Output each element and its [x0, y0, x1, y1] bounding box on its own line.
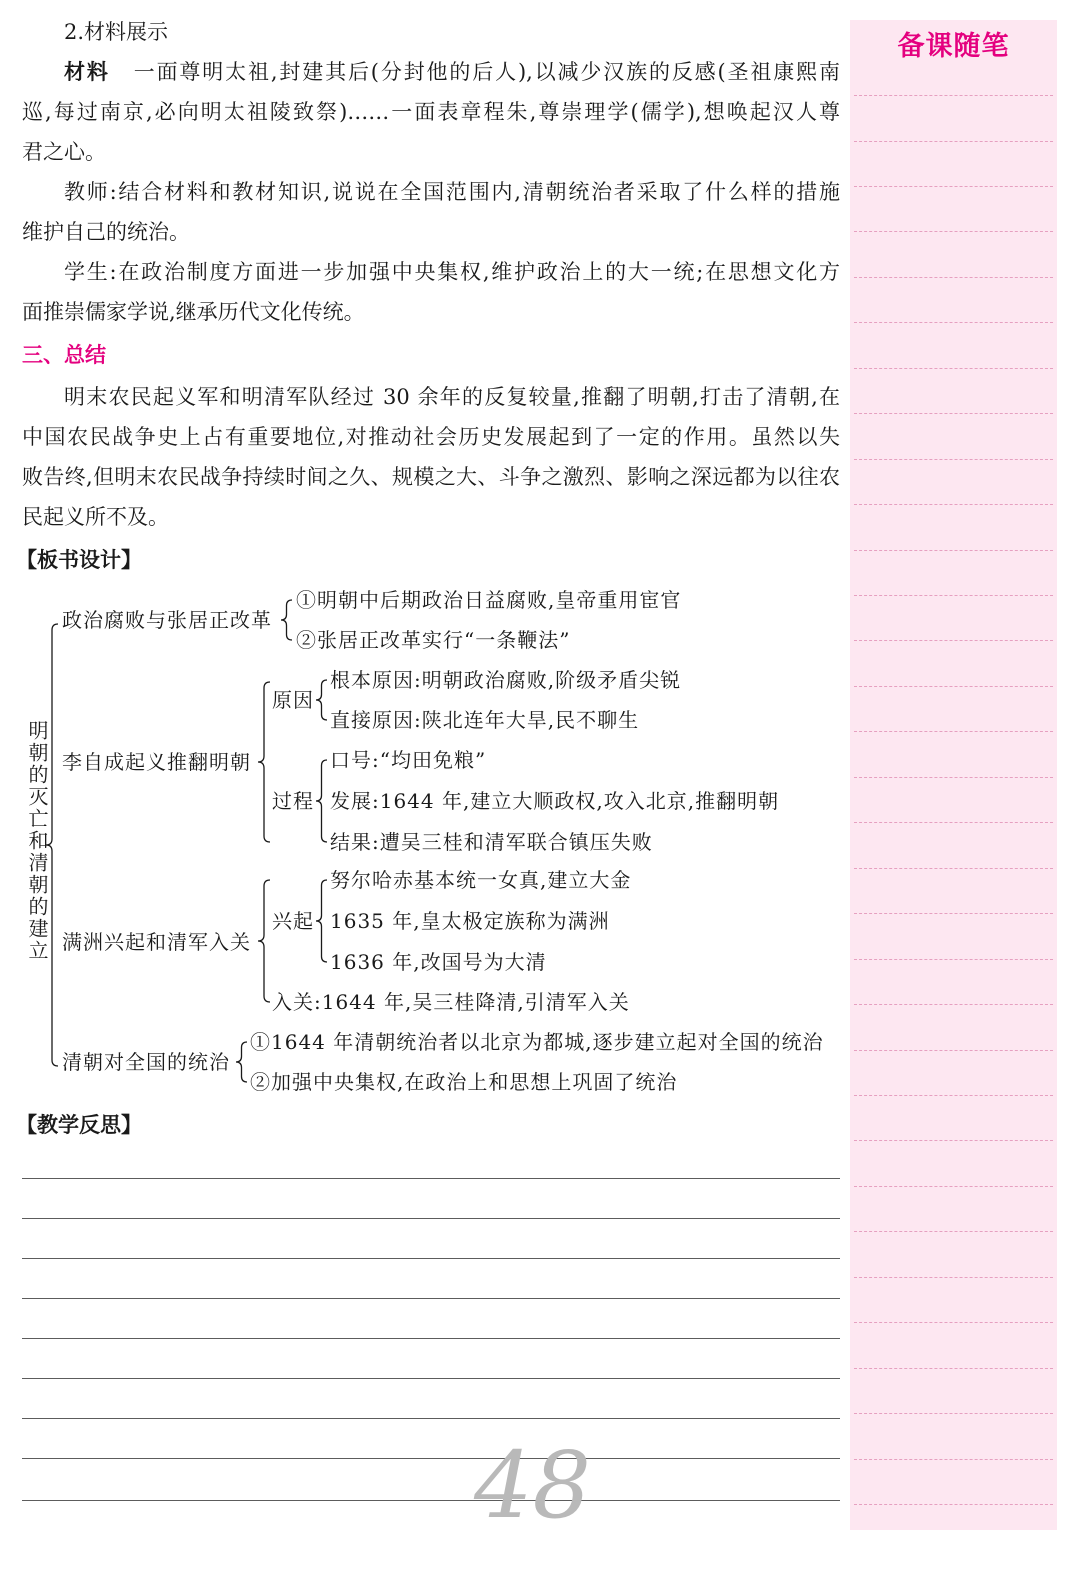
- board-item: 1635 年,皇太极定族称为满洲: [330, 909, 610, 933]
- note-line: [854, 1186, 1053, 1187]
- board-root-label: 明朝的灭亡和清朝的建立: [25, 720, 49, 962]
- reflection-heading: 【教学反思】: [16, 1113, 142, 1137]
- brace-process: [316, 760, 327, 842]
- writing-line: [22, 1258, 840, 1259]
- brace-politics: [281, 600, 292, 640]
- materials-heading: 2.材料展示: [64, 20, 169, 44]
- summary-line: 中国农民战争史上占有重要地位,对推动社会历史发展起到了一定的作用。虽然以失: [22, 425, 840, 449]
- note-line: [854, 550, 1053, 551]
- note-line: [854, 413, 1053, 414]
- brace-main: [46, 624, 58, 1066]
- note-line: [854, 731, 1053, 732]
- material-line: 君之心。: [22, 140, 106, 164]
- note-line: [854, 186, 1053, 187]
- board-item: 1636 年,改国号为大清: [330, 950, 547, 974]
- writing-line: [22, 1418, 840, 1419]
- board-group-rise: 兴起: [272, 909, 314, 933]
- writing-line: [22, 1218, 840, 1219]
- summary-heading: 三、总结: [22, 343, 106, 367]
- note-line: [854, 595, 1053, 596]
- note-line: [854, 822, 1053, 823]
- page-number: 48: [474, 1432, 592, 1539]
- note-line: [854, 141, 1053, 142]
- note-line: [854, 640, 1053, 641]
- sidebar-title: 备课随笔: [897, 31, 1010, 62]
- board-group-causes: 原因: [272, 688, 314, 712]
- brace-lizicheng: [258, 682, 270, 842]
- board-item: 根本原因:明朝政治腐败,阶级矛盾尖锐: [330, 668, 682, 692]
- note-line: [854, 1231, 1053, 1232]
- brace-rise: [316, 880, 327, 962]
- writing-line: [22, 1458, 840, 1459]
- board-item: 结果:遭吴三桂和清军联合镇压失败: [330, 830, 653, 854]
- note-line: [854, 1140, 1053, 1141]
- summary-line: 民起义所不及。: [22, 505, 169, 529]
- note-line: [854, 459, 1053, 460]
- brace-manchu: [258, 880, 270, 1002]
- note-line: [854, 1277, 1053, 1278]
- board-heading: 【板书设计】: [16, 548, 142, 572]
- brace-qing-rule: [236, 1042, 247, 1082]
- teacher-line: 维护自己的统治。: [22, 220, 190, 244]
- board-group-entry: 入关:1644 年,吴三桂降清,引清军入关: [272, 990, 630, 1014]
- note-line: [854, 1504, 1053, 1505]
- board-item: 口号:“均田免粮”: [330, 748, 487, 772]
- note-line: [854, 777, 1053, 778]
- material-text: 一面尊明太祖,封建其后(分封他的后人),以减少汉族的反感(圣祖康熙南: [133, 60, 840, 84]
- note-line: [854, 368, 1053, 369]
- note-line: [854, 231, 1053, 232]
- board-item: ②加强中央集权,在政治上和思想上巩固了统治: [250, 1070, 678, 1094]
- note-line: [854, 1095, 1053, 1096]
- board-item: 发展:1644 年,建立大顺政权,攻入北京,推翻明朝: [330, 789, 780, 813]
- student-line: 学生:在政治制度方面进一步加强中央集权,维护政治上的大一统;在思想文化方: [64, 260, 840, 284]
- board-item: ①明朝中后期政治日益腐败,皇帝重用宦官: [296, 588, 682, 612]
- board-item: ②张居正改革实行“一条鞭法”: [296, 628, 571, 652]
- note-line: [854, 504, 1053, 505]
- note-line: [854, 1459, 1053, 1460]
- note-line: [854, 322, 1053, 323]
- summary-line: 败告终,但明末农民战争持续时间之久、规模之大、斗争之激烈、影响之深远都为以往农: [22, 465, 840, 489]
- board-branch-lizicheng: 李自成起义推翻明朝: [62, 750, 251, 774]
- note-line: [854, 277, 1053, 278]
- brace-causes: [316, 680, 327, 720]
- summary-line: 明末农民起义军和明清军队经过 30 余年的反复较量,推翻了明朝,打击了清朝,在: [64, 385, 840, 409]
- board-item: 直接原因:陕北连年大旱,民不聊生: [330, 708, 640, 732]
- note-line: [854, 1322, 1053, 1323]
- writing-line: [22, 1338, 840, 1339]
- teacher-line: 教师:结合材料和教材知识,说说在全国范围内,清朝统治者采取了什么样的措施: [64, 180, 840, 204]
- note-line: [854, 1368, 1053, 1369]
- board-branch-politics: 政治腐败与张居正改革: [62, 608, 272, 632]
- board-branch-manchu: 满洲兴起和清军入关: [62, 930, 251, 954]
- note-line: [854, 959, 1053, 960]
- note-line: [854, 868, 1053, 869]
- student-line: 面推崇儒家学说,继承历代文化传统。: [22, 300, 365, 324]
- notes-sidebar: [850, 20, 1057, 1530]
- note-line: [854, 1050, 1053, 1051]
- writing-line: [22, 1500, 840, 1501]
- note-line: [854, 95, 1053, 96]
- note-line: [854, 1004, 1053, 1005]
- board-branch-qing-rule: 清朝对全国的统治: [62, 1050, 230, 1074]
- writing-line: [22, 1298, 840, 1299]
- material-line: 巡,每过南京,必向明太祖陵致祭)……一面表章程朱,尊崇理学(儒学),想唤起汉人尊: [22, 100, 840, 124]
- note-line: [854, 686, 1053, 687]
- writing-line: [22, 1378, 840, 1379]
- material-label: 材料: [64, 60, 110, 84]
- writing-line: [22, 1178, 840, 1179]
- note-line: [854, 913, 1053, 914]
- board-item: ①1644 年清朝统治者以北京为都城,逐步建立起对全国的统治: [250, 1030, 824, 1054]
- board-item: 努尔哈赤基本统一女真,建立大金: [330, 868, 632, 892]
- board-group-process: 过程: [272, 789, 314, 813]
- note-line: [854, 1413, 1053, 1414]
